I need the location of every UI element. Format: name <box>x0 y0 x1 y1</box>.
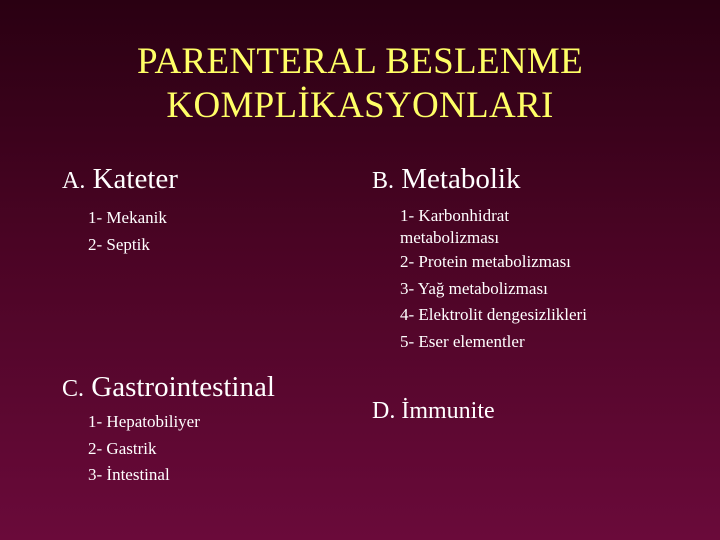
list-item-line: 1- Karbonhidrat <box>400 206 510 225</box>
section-a-letter: A. <box>62 168 86 194</box>
section-b-heading <box>372 162 520 198</box>
section-c-title: Gastrointestinal <box>91 371 275 403</box>
section-d-title: İmmunite <box>401 398 495 424</box>
section-c-heading <box>62 370 275 406</box>
list-item: 2- Septik <box>88 234 150 254</box>
list-item: 2- Gastrik <box>88 438 157 458</box>
section-b-list <box>400 205 587 355</box>
list-item: 5- Eser elementler <box>400 331 525 351</box>
list-item: 3- Yağ metabolizması <box>400 278 548 298</box>
section-c-list <box>88 409 200 489</box>
section-b-letter: B. <box>372 168 395 194</box>
section-a-heading <box>62 162 178 198</box>
list-item: 4- Elektrolit dengesizlikleri <box>400 305 587 324</box>
section-d-letter: D. <box>372 398 396 424</box>
section-b-title: Metabolik <box>401 163 521 195</box>
section-d-heading <box>372 394 495 428</box>
list-item: 2- Protein metabolizması <box>400 252 571 271</box>
list-item: 1- Mekanik <box>88 208 167 227</box>
list-item <box>400 205 587 249</box>
title-line-2: KOMPLİKASYONLARI <box>166 85 554 126</box>
list-item-line: metabolizması <box>400 228 500 247</box>
slide-title <box>0 40 720 128</box>
section-a-title: Kateter <box>92 163 178 195</box>
section-c-letter: C. <box>62 376 85 402</box>
title-line-1: PARENTERAL BESLENME <box>137 41 583 82</box>
list-item: 3- İntestinal <box>88 465 170 484</box>
list-item: 1- Hepatobiliyer <box>88 412 200 431</box>
section-a-list <box>88 205 167 258</box>
